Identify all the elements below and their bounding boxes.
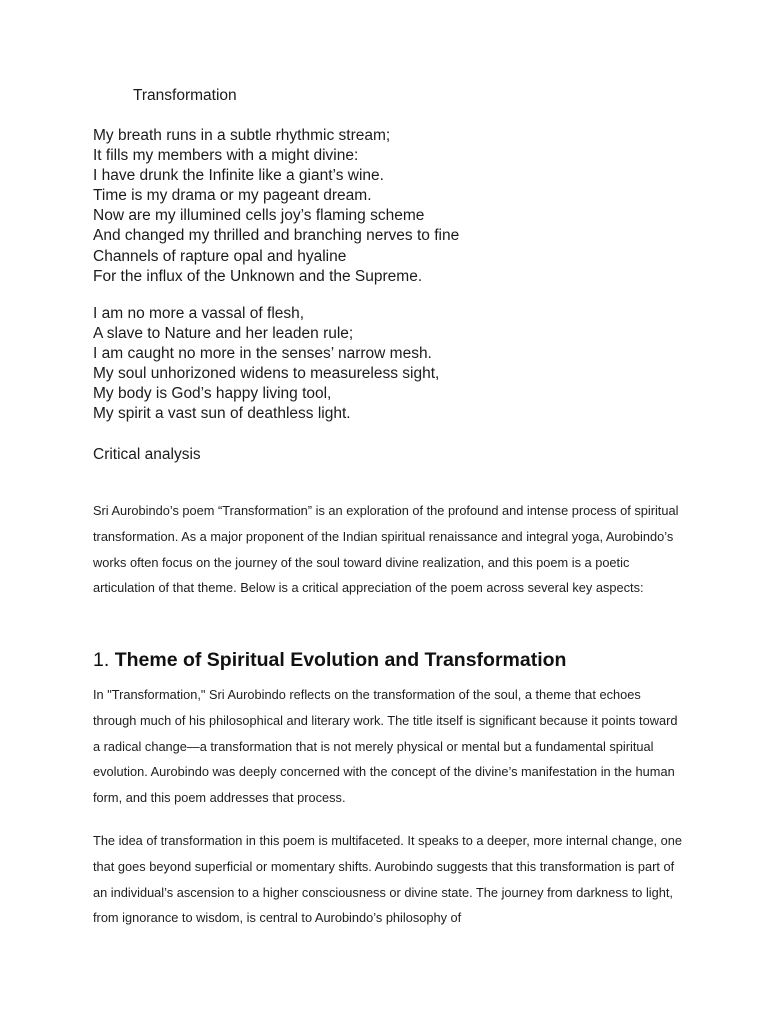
poem-line: Now are my illumined cells joy’s flaming scheme <box>93 207 425 225</box>
poem-line: My breath runs in a subtle rhythmic stream; <box>93 127 391 144</box>
poem-line: My soul unhorizoned widens to measureless sight, <box>93 365 440 383</box>
section-heading <box>93 647 566 673</box>
analysis-heading: Critical analysis <box>93 446 201 463</box>
section-paragraph-2: The idea of transformation in this poem is multifaceted. It speaks to a deeper, more internal change, one that goes beyond superficial or momentary shifts. Aurobindo suggests that this transformation is part of an individual’s ascension to a higher consciousness or divine state. The journey from darkness to light, from ignorance to wisdom, is central to Aurobindo’s philosophy of <box>93 833 682 926</box>
poem-line: My spirit a vast sun of deathless light. <box>93 405 351 423</box>
poem-line: Channels of rapture opal and hyaline <box>93 247 347 265</box>
section-title: Theme of Spiritual Evolution and Transformation <box>114 649 567 671</box>
poem-title: Transformation <box>133 87 237 104</box>
poem-stanza-1 <box>93 126 459 287</box>
analysis-intro-paragraph: Sri Aurobindo’s poem “Transformation” is an exploration of the profound and intense process of spiritual transformation. As a major proponent of the Indian spiritual renaissance and integral yoga, Aurobindo’s works often focus on the journey of the soul toward divine realization, and this poem is a poetic articulation of that theme. Below is a critical appreciation of the poem across several key aspects: <box>93 503 679 596</box>
poem-line: Time is my drama or my pageant dream. <box>93 187 372 205</box>
poem-line: I am no more a vassal of flesh, <box>93 305 305 322</box>
poem-stanza-2 <box>93 304 439 425</box>
section-paragraph-1: In "Transformation," Sri Aurobindo reflects on the transformation of the soul, a theme that echoes through much of his philosophical and literary work. The title itself is significant because it points toward a radical change—a transformation that is not merely physical or mental but a fundamental spiritual evolution. Aurobindo was deeply concerned with the concept of the divine’s manifestation in the human form, and this poem addresses that process. <box>93 687 678 806</box>
poem-line: My body is God’s happy living tool, <box>93 385 332 403</box>
poem-line: A slave to Nature and her leaden rule; <box>93 325 354 343</box>
poem-line: For the influx of the Unknown and the Supreme. <box>93 267 423 285</box>
poem-line: And changed my thrilled and branching nerves to fine <box>93 227 460 245</box>
section-number: 1. <box>93 649 110 671</box>
poem-line: It fills my members with a might divine: <box>93 147 359 165</box>
poem-line: I have drunk the Infinite like a giant’s wine. <box>93 167 384 185</box>
poem-line: I am caught no more in the senses’ narrow mesh. <box>93 345 432 363</box>
